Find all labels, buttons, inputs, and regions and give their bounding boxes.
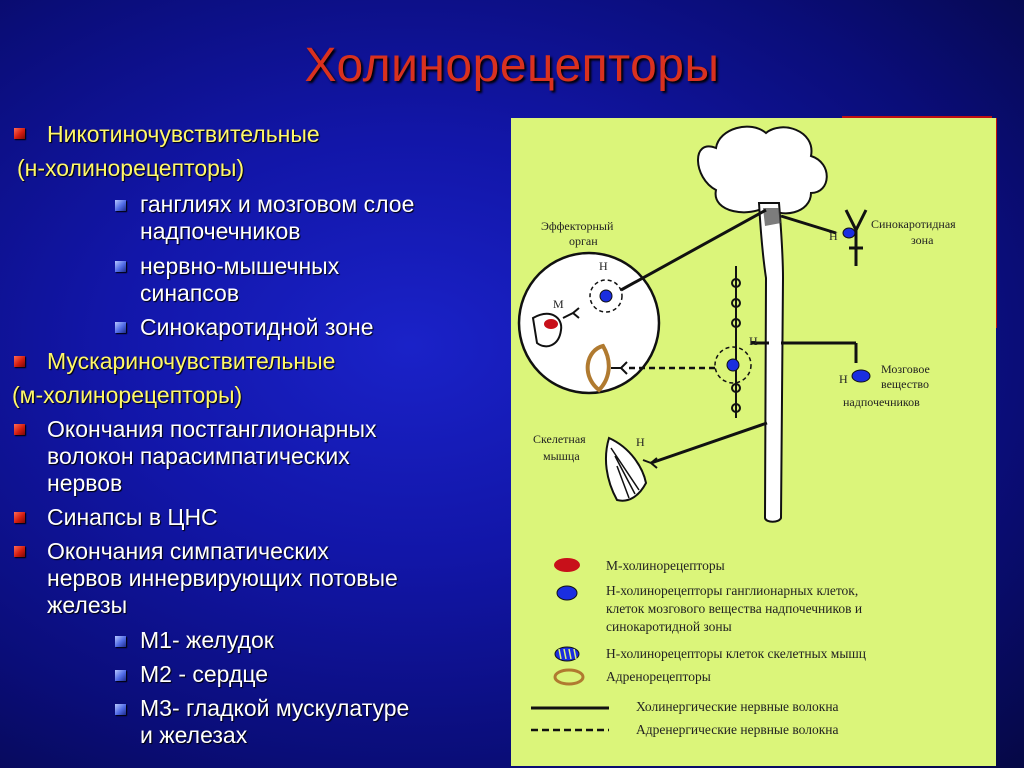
receptor-diagram	[511, 118, 996, 766]
m1-item: М1- желудок	[140, 627, 274, 653]
m-item-sympathetic: Окончания симпатических	[47, 538, 329, 564]
muscarinic-heading: Мускариночувствительные	[47, 348, 336, 374]
legend-n-receptor-icon	[557, 586, 577, 600]
m3-item-cont: и железах	[140, 722, 248, 748]
n-item-neuromuscular: нервно-мышечных	[140, 253, 340, 279]
adrenal-label: вещество	[881, 377, 929, 391]
page-title: Холинорецепторы	[304, 39, 720, 92]
m-item-postganglionic: Окончания постганглионарных	[47, 416, 377, 442]
h-label: Н	[636, 435, 645, 449]
red-bullet-icon	[14, 128, 25, 139]
red-bullet-icon	[14, 424, 25, 435]
effector-organ-label: орган	[569, 234, 598, 248]
blue-bullet-icon	[115, 200, 126, 211]
effector-organ-label: Эффекторный	[541, 219, 614, 233]
blue-bullet-icon	[115, 704, 126, 715]
muscarinic-subheading: (м-холинорецепторы)	[12, 382, 243, 408]
brain-icon	[698, 127, 827, 214]
n-receptor-icon	[852, 370, 870, 382]
legend-n-muscle-receptors: Н-холинорецепторы клеток скелетных мышц	[606, 646, 867, 661]
n-item-ganglia-cont: надпочечников	[140, 218, 301, 244]
m3-item: М3- гладкой мускулатуре	[140, 695, 410, 721]
h-label: Н	[599, 259, 608, 273]
adrenal-label: надпочечников	[843, 395, 920, 409]
legend-n-receptors-cont2: синокаротидной зоны	[606, 619, 732, 634]
h-label: Н	[839, 372, 848, 386]
legend-n-receptors-cont: клеток мозгового вещества надпочечников и	[606, 601, 863, 616]
cholinergic-fiber	[651, 423, 767, 463]
blue-bullet-icon	[115, 670, 126, 681]
red-bullet-icon	[14, 512, 25, 523]
legend-adreno-receptor-icon	[555, 670, 583, 684]
red-bullet-icon	[14, 356, 25, 367]
blue-bullet-icon	[115, 261, 126, 272]
skeletal-muscle-label: Скелетная	[533, 432, 586, 446]
n-receptor-icon	[600, 290, 612, 302]
m-label: М	[553, 297, 564, 311]
blue-bullet-icon	[115, 636, 126, 647]
skeletal-muscle-label: мышца	[543, 449, 580, 463]
blue-bullet-icon	[115, 322, 126, 333]
legend-m-receptor-icon	[554, 558, 580, 572]
m-receptor-icon	[544, 319, 558, 329]
legend-m-receptors: М-холинорецепторы	[606, 558, 725, 573]
adrenal-label: Мозговое	[881, 362, 930, 376]
sinocarotid-label: Синокаротидная	[871, 217, 956, 231]
diagram-svg	[511, 118, 996, 766]
m-item-postganglionic-cont: волокон парасимпатических	[47, 443, 350, 469]
legend-adreno-receptors: Адренорецепторы	[606, 669, 711, 684]
h-label: Н	[829, 229, 838, 243]
m-item-cns: Синапсы в ЦНС	[47, 504, 218, 530]
cholinergic-fiber	[621, 210, 766, 290]
cholinergic-fiber	[781, 216, 836, 233]
legend-adrenergic-fibers: Адренергические нервные волокна	[636, 722, 839, 737]
m-item-sympathetic-cont2: железы	[47, 592, 128, 618]
n-item-neuromuscular-cont: синапсов	[140, 280, 240, 306]
sinocarotid-label: зона	[911, 233, 934, 247]
h-label: Н	[749, 334, 758, 348]
nicotinic-heading: Никотиночувствительные	[47, 121, 320, 147]
m-item-sympathetic-cont: нервов иннервирующих потовые	[47, 565, 398, 591]
n-receptor-icon	[727, 359, 739, 371]
n-item-ganglia: ганглиях и мозговом слое	[140, 191, 415, 217]
legend-n-receptors: Н-холинорецепторы ганглионарных клеток,	[606, 583, 859, 598]
nicotinic-subheading: (н-холинорецепторы)	[17, 155, 245, 181]
legend-cholinergic-fibers: Холинергические нервные волокна	[636, 699, 839, 714]
n-item-sinocarotid: Синокаротидной зоне	[140, 314, 374, 340]
n-receptor-icon	[843, 228, 855, 238]
red-bullet-icon	[14, 546, 25, 557]
spinal-cord	[759, 203, 783, 522]
m2-item: М2 - сердце	[140, 661, 269, 687]
m-item-postganglionic-cont2: нервов	[47, 470, 123, 496]
